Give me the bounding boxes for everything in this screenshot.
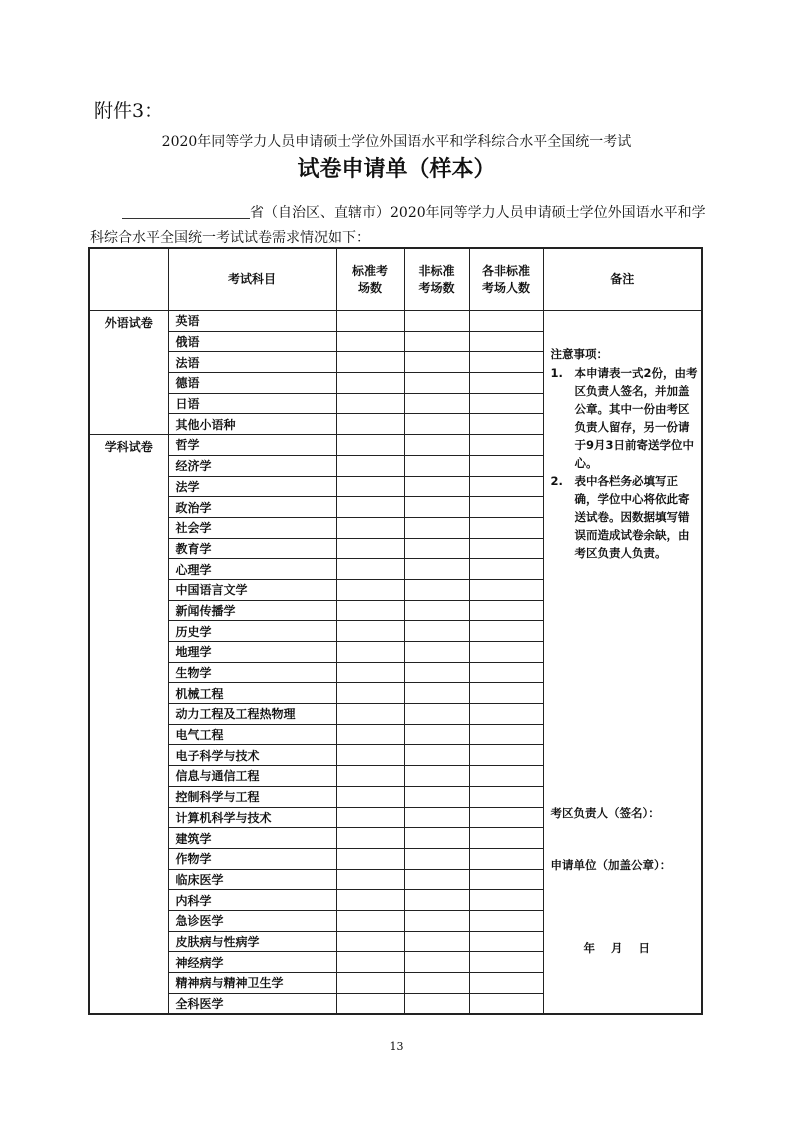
intro-text: 省（自治区、直辖市）2020年同等学力人员申请硕士学位外国语水平和学科综合水平全国统一考试试卷需求情况如下： bbox=[90, 205, 706, 246]
nonstd-people-cell[interactable] bbox=[469, 393, 543, 414]
std-room-count-cell[interactable] bbox=[336, 331, 404, 352]
subject-name: 信息与通信工程 bbox=[168, 766, 336, 787]
subject-name: 其他小语种 bbox=[168, 414, 336, 435]
nonstd-people-cell[interactable] bbox=[469, 973, 543, 994]
document-subtitle: 2020年同等学力人员申请硕士学位外国语水平和学科综合水平全国统一考试 bbox=[161, 134, 632, 150]
nonstd-people-cell[interactable] bbox=[469, 455, 543, 476]
std-room-count-cell[interactable] bbox=[336, 435, 404, 456]
std-room-count-cell[interactable] bbox=[336, 352, 404, 373]
nonstd-room-count-cell[interactable] bbox=[404, 476, 469, 497]
subject-name: 机械工程 bbox=[168, 683, 336, 704]
province-blank[interactable] bbox=[122, 204, 250, 219]
std-room-count-cell[interactable] bbox=[336, 683, 404, 704]
note-text: 表中各栏务必填写正确，学位中心将依此寄送试卷。因数据填写错误而造成试卷余缺，由考区负责人负责。 bbox=[574, 474, 690, 560]
nonstd-people-cell[interactable] bbox=[469, 579, 543, 600]
std-room-count-cell[interactable] bbox=[336, 559, 404, 580]
nonstd-people-cell[interactable] bbox=[469, 683, 543, 704]
page-number: 13 bbox=[389, 1040, 404, 1053]
std-room-count-cell[interactable] bbox=[336, 579, 404, 600]
nonstd-people-cell[interactable] bbox=[469, 642, 543, 663]
std-room-count-cell[interactable] bbox=[336, 538, 404, 559]
nonstd-people-cell[interactable] bbox=[469, 704, 543, 725]
subject-name: 英语 bbox=[168, 311, 336, 332]
unit-stamp-label: 申请单位（加盖公章）： bbox=[550, 858, 672, 872]
nonstd-people-cell[interactable] bbox=[469, 517, 543, 538]
subject-name: 神经病学 bbox=[168, 952, 336, 973]
nonstd-people-cell[interactable] bbox=[469, 828, 543, 849]
nonstd-room-count-cell[interactable] bbox=[404, 373, 469, 394]
nonstd-room-count-cell[interactable] bbox=[404, 435, 469, 456]
nonstd-people-cell[interactable] bbox=[469, 952, 543, 973]
subject-name: 日语 bbox=[168, 393, 336, 414]
std-room-count-cell[interactable] bbox=[336, 807, 404, 828]
std-room-count-cell[interactable] bbox=[336, 869, 404, 890]
std-room-count-cell[interactable] bbox=[336, 517, 404, 538]
nonstd-room-count-cell[interactable] bbox=[404, 869, 469, 890]
note-item bbox=[551, 364, 699, 472]
nonstd-room-count-cell[interactable] bbox=[404, 538, 469, 559]
intro-paragraph bbox=[90, 201, 710, 251]
std-room-count-cell[interactable] bbox=[336, 890, 404, 911]
std-room-count-cell[interactable] bbox=[336, 973, 404, 994]
subject-exam-label: 学科试卷 bbox=[89, 435, 168, 1015]
std-room-count-cell[interactable] bbox=[336, 497, 404, 518]
subject-name: 哲学 bbox=[168, 435, 336, 456]
nonstd-people-cell[interactable] bbox=[469, 807, 543, 828]
nonstd-room-count-cell[interactable] bbox=[404, 931, 469, 952]
header-nonstd-rooms: 非标准 考场数 bbox=[404, 248, 469, 311]
subject-name: 心理学 bbox=[168, 559, 336, 580]
nonstd-people-cell[interactable] bbox=[469, 931, 543, 952]
subject-name: 历史学 bbox=[168, 621, 336, 642]
subject-name: 新闻传播学 bbox=[168, 600, 336, 621]
header-subject: 考试科目 bbox=[168, 248, 336, 311]
subject-name: 教育学 bbox=[168, 538, 336, 559]
std-room-count-cell[interactable] bbox=[336, 766, 404, 787]
nonstd-room-count-cell[interactable] bbox=[404, 952, 469, 973]
nonstd-people-cell[interactable] bbox=[469, 414, 543, 435]
notes-title: 注意事项： bbox=[550, 347, 608, 361]
nonstd-room-count-cell[interactable] bbox=[404, 579, 469, 600]
nonstd-room-count-cell[interactable] bbox=[404, 311, 469, 332]
nonstd-room-count-cell[interactable] bbox=[404, 600, 469, 621]
nonstd-room-count-cell[interactable] bbox=[404, 497, 469, 518]
nonstd-people-cell[interactable] bbox=[469, 910, 543, 931]
header-std-rooms: 标准考 场数 bbox=[336, 248, 404, 311]
nonstd-room-count-cell[interactable] bbox=[404, 352, 469, 373]
subject-name: 社会学 bbox=[168, 517, 336, 538]
nonstd-people-cell[interactable] bbox=[469, 745, 543, 766]
nonstd-room-count-cell[interactable] bbox=[404, 517, 469, 538]
subject-name: 作物学 bbox=[168, 848, 336, 869]
nonstd-room-count-cell[interactable] bbox=[404, 704, 469, 725]
nonstd-room-count-cell[interactable] bbox=[404, 642, 469, 663]
nonstd-room-count-cell[interactable] bbox=[404, 848, 469, 869]
std-room-count-cell[interactable] bbox=[336, 745, 404, 766]
subject-name: 急诊医学 bbox=[168, 910, 336, 931]
nonstd-room-count-cell[interactable] bbox=[404, 890, 469, 911]
remarks-cell bbox=[543, 311, 702, 1015]
std-room-count-cell[interactable] bbox=[336, 724, 404, 745]
nonstd-room-count-cell[interactable] bbox=[404, 393, 469, 414]
nonstd-room-count-cell[interactable] bbox=[404, 724, 469, 745]
nonstd-room-count-cell[interactable] bbox=[404, 414, 469, 435]
std-room-count-cell[interactable] bbox=[336, 910, 404, 931]
std-room-count-cell[interactable] bbox=[336, 828, 404, 849]
note-number: 2. bbox=[550, 474, 563, 488]
subject-name: 俄语 bbox=[168, 331, 336, 352]
std-room-count-cell[interactable] bbox=[336, 786, 404, 807]
subject-name: 建筑学 bbox=[168, 828, 336, 849]
subject-name: 中国语言文学 bbox=[168, 579, 336, 600]
std-room-count-cell[interactable] bbox=[336, 476, 404, 497]
nonstd-people-cell[interactable] bbox=[469, 848, 543, 869]
nonstd-people-cell[interactable] bbox=[469, 993, 543, 1014]
nonstd-room-count-cell[interactable] bbox=[404, 993, 469, 1014]
std-room-count-cell[interactable] bbox=[336, 931, 404, 952]
nonstd-people-cell[interactable] bbox=[469, 766, 543, 787]
std-room-count-cell[interactable] bbox=[336, 704, 404, 725]
table-row bbox=[89, 311, 702, 332]
nonstd-people-cell[interactable] bbox=[469, 538, 543, 559]
nonstd-room-count-cell[interactable] bbox=[404, 683, 469, 704]
document-title: 试卷申请单（样本） bbox=[297, 157, 496, 182]
nonstd-room-count-cell[interactable] bbox=[404, 745, 469, 766]
nonstd-people-cell[interactable] bbox=[469, 373, 543, 394]
nonstd-room-count-cell[interactable] bbox=[404, 559, 469, 580]
note-item bbox=[551, 472, 699, 562]
std-room-count-cell[interactable] bbox=[336, 621, 404, 642]
std-room-count-cell[interactable] bbox=[336, 414, 404, 435]
subject-name: 德语 bbox=[168, 373, 336, 394]
subject-name: 控制科学与工程 bbox=[168, 786, 336, 807]
application-table bbox=[88, 247, 703, 1015]
nonstd-people-cell[interactable] bbox=[469, 662, 543, 683]
subject-name: 经济学 bbox=[168, 455, 336, 476]
note-text: 本申请表一式2份，由考区负责人签名，并加盖公章。其中一份由考区负责人留存，另一份请于9月3日前寄送学位中心。 bbox=[574, 366, 698, 470]
subject-name: 政治学 bbox=[168, 497, 336, 518]
date-label: 年 月 日 bbox=[583, 941, 651, 955]
nonstd-room-count-cell[interactable] bbox=[404, 807, 469, 828]
std-room-count-cell[interactable] bbox=[336, 848, 404, 869]
std-room-count-cell[interactable] bbox=[336, 642, 404, 663]
nonstd-people-cell[interactable] bbox=[469, 476, 543, 497]
foreign-exam-label: 外语试卷 bbox=[89, 311, 168, 435]
nonstd-people-cell[interactable] bbox=[469, 311, 543, 332]
std-room-count-cell[interactable] bbox=[336, 373, 404, 394]
subject-name: 精神病与精神卫生学 bbox=[168, 973, 336, 994]
nonstd-room-count-cell[interactable] bbox=[404, 455, 469, 476]
subject-name: 法学 bbox=[168, 476, 336, 497]
std-room-count-cell[interactable] bbox=[336, 993, 404, 1014]
nonstd-people-cell[interactable] bbox=[469, 497, 543, 518]
notes-block bbox=[551, 345, 699, 562]
nonstd-people-cell[interactable] bbox=[469, 869, 543, 890]
nonstd-room-count-cell[interactable] bbox=[404, 621, 469, 642]
nonstd-room-count-cell[interactable] bbox=[404, 331, 469, 352]
subject-name: 全科医学 bbox=[168, 993, 336, 1014]
std-room-count-cell[interactable] bbox=[336, 393, 404, 414]
subject-name: 电气工程 bbox=[168, 724, 336, 745]
nonstd-room-count-cell[interactable] bbox=[404, 973, 469, 994]
attachment-label: 附件3： bbox=[94, 100, 164, 122]
nonstd-people-cell[interactable] bbox=[469, 435, 543, 456]
std-room-count-cell[interactable] bbox=[336, 455, 404, 476]
std-room-count-cell[interactable] bbox=[336, 662, 404, 683]
subject-name: 电子科学与技术 bbox=[168, 745, 336, 766]
subject-name: 内科学 bbox=[168, 890, 336, 911]
signer-label: 考区负责人（签名）： bbox=[550, 806, 660, 820]
nonstd-people-cell[interactable] bbox=[469, 352, 543, 373]
std-room-count-cell[interactable] bbox=[336, 952, 404, 973]
subject-name: 生物学 bbox=[168, 662, 336, 683]
header-remarks: 备注 bbox=[543, 248, 702, 311]
subject-name: 法语 bbox=[168, 352, 336, 373]
nonstd-room-count-cell[interactable] bbox=[404, 828, 469, 849]
nonstd-room-count-cell[interactable] bbox=[404, 786, 469, 807]
nonstd-people-cell[interactable] bbox=[469, 600, 543, 621]
nonstd-people-cell[interactable] bbox=[469, 890, 543, 911]
subject-name: 皮肤病与性病学 bbox=[168, 931, 336, 952]
header-nonstd-people: 各非标准 考场人数 bbox=[469, 248, 543, 311]
nonstd-people-cell[interactable] bbox=[469, 559, 543, 580]
header-category bbox=[89, 248, 168, 311]
nonstd-room-count-cell[interactable] bbox=[404, 910, 469, 931]
subject-name: 计算机科学与技术 bbox=[168, 807, 336, 828]
nonstd-room-count-cell[interactable] bbox=[404, 766, 469, 787]
nonstd-people-cell[interactable] bbox=[469, 331, 543, 352]
table-header-row bbox=[89, 248, 702, 311]
std-room-count-cell[interactable] bbox=[336, 600, 404, 621]
subject-name: 动力工程及工程热物理 bbox=[168, 704, 336, 725]
nonstd-people-cell[interactable] bbox=[469, 621, 543, 642]
nonstd-people-cell[interactable] bbox=[469, 724, 543, 745]
subject-name: 地理学 bbox=[168, 642, 336, 663]
subject-name: 临床医学 bbox=[168, 869, 336, 890]
nonstd-people-cell[interactable] bbox=[469, 786, 543, 807]
nonstd-room-count-cell[interactable] bbox=[404, 662, 469, 683]
std-room-count-cell[interactable] bbox=[336, 311, 404, 332]
note-number: 1. bbox=[550, 366, 563, 380]
